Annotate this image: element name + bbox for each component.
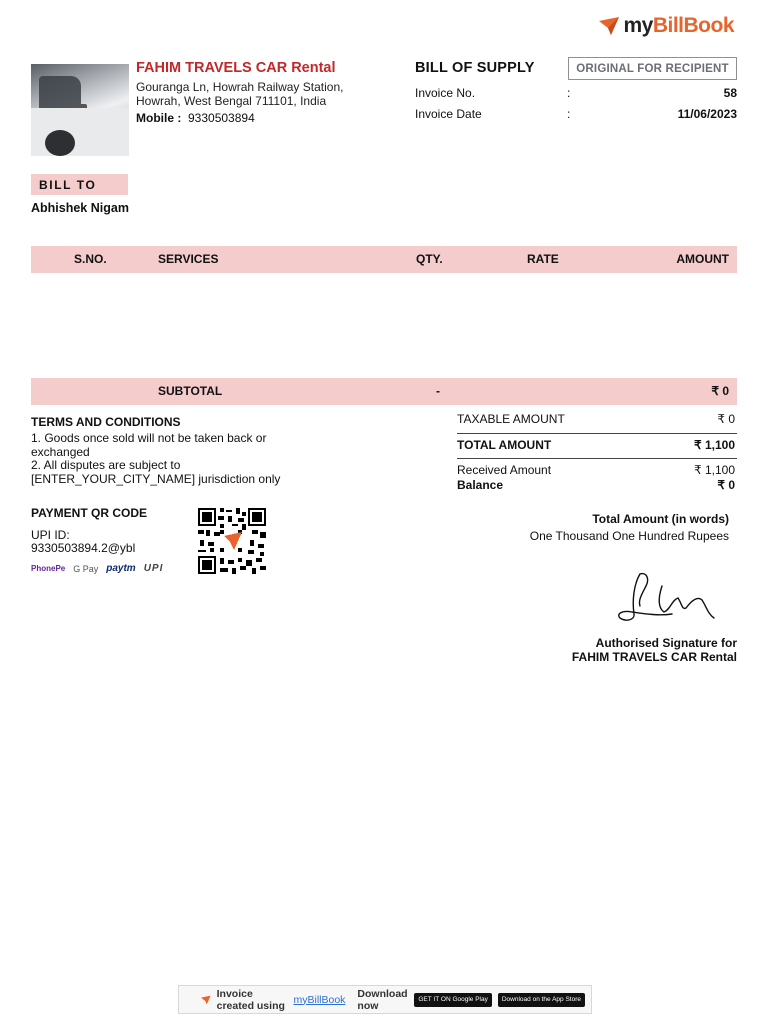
- subtotal-row: [31, 378, 737, 405]
- payment-qr-title: PAYMENT QR CODE: [31, 506, 148, 520]
- bill-to-label: BILL TO: [31, 174, 128, 195]
- company-address-line2: Howrah, West Bengal 711101, India: [136, 94, 327, 108]
- paper-plane-icon: [599, 16, 619, 36]
- invoice-date-row: [415, 107, 737, 121]
- received-amount-value: ₹ 1,100: [694, 463, 735, 477]
- invoice-number-row: [415, 86, 737, 100]
- received-amount-label: Received Amount: [457, 463, 552, 477]
- header-services: SERVICES: [158, 252, 219, 266]
- company-name: FAHIM TRAVELS CAR Rental: [136, 60, 336, 76]
- invoice-number-label: Invoice No.: [415, 86, 476, 100]
- mobile-label: Mobile :: [136, 111, 182, 125]
- terms-list: [31, 432, 301, 487]
- logo-text-billbook: BillBook: [652, 14, 734, 37]
- invoice-number-value: 58: [723, 86, 737, 100]
- amount-in-words-label: Total Amount (in words): [592, 512, 729, 526]
- google-play-badge[interactable]: GET IT ON Google Play: [414, 993, 491, 1007]
- total-amount-row: [457, 438, 737, 452]
- qr-code: [198, 508, 266, 574]
- subtotal-amount: ₹ 0: [711, 384, 729, 398]
- amount-in-words-value: One Thousand One Hundred Rupees: [529, 529, 729, 543]
- header-amount: AMOUNT: [676, 252, 729, 266]
- app-store-badge[interactable]: Download on the App Store: [498, 993, 585, 1007]
- terms-title: TERMS AND CONDITIONS: [31, 415, 181, 429]
- footer-brand-link[interactable]: myBillBook: [293, 993, 346, 1006]
- upi-id: 9330503894.2@ybl: [31, 541, 136, 555]
- authorised-signature-label: [572, 637, 737, 664]
- footer-banner[interactable]: [178, 985, 592, 1014]
- footer-download-text: Download now: [357, 987, 408, 1012]
- taxable-amount-label: TAXABLE AMOUNT: [457, 412, 565, 426]
- gpay-logo: G Pay: [73, 563, 99, 574]
- upi-logo: UPI: [143, 563, 164, 574]
- company-mobile: [136, 111, 255, 125]
- received-amount-row: [457, 463, 737, 477]
- upi-label: UPI ID:: [31, 528, 70, 542]
- signature-company: FAHIM TRAVELS CAR Rental: [571, 649, 737, 664]
- taxable-amount-value: ₹ 0: [717, 412, 735, 426]
- header-sno: S.NO.: [74, 252, 107, 266]
- total-amount-value: ₹ 1,100: [694, 438, 735, 452]
- balance-value: ₹ 0: [717, 478, 735, 492]
- payment-app-logos: [31, 563, 163, 574]
- signature-line1: Authorised Signature for: [595, 636, 737, 650]
- taxable-amount-row: [457, 412, 737, 426]
- invoice-date-value: 11/06/2023: [677, 107, 737, 121]
- company-photo: [31, 64, 129, 156]
- header-qty: QTY.: [416, 252, 443, 266]
- paytm-logo: paytm: [106, 563, 136, 574]
- phonepe-logo: PhonePe: [31, 564, 66, 573]
- divider: [457, 458, 737, 459]
- handwritten-signature: [612, 570, 722, 628]
- original-recipient-badge: ORIGINAL FOR RECIPIENT: [568, 57, 737, 80]
- paper-plane-icon: [201, 994, 211, 1006]
- header-rate: RATE: [527, 252, 559, 266]
- mybillbook-logo: [599, 14, 734, 38]
- invoice-date-label: Invoice Date: [415, 107, 482, 121]
- colon: :: [567, 86, 571, 100]
- footer-created-text: Invoice created using: [216, 987, 285, 1012]
- divider: [457, 433, 737, 434]
- terms-line: 2. All disputes are subject to [ENTER_YOUR_CITY_NAME] jurisdiction only: [31, 458, 281, 487]
- balance-label: Balance: [457, 478, 504, 492]
- subtotal-qty: -: [436, 384, 440, 398]
- colon: :: [567, 107, 571, 121]
- document-title: BILL OF SUPPLY: [415, 60, 535, 76]
- bill-to-name: Abhishek Nigam: [31, 201, 129, 215]
- company-address: [136, 80, 386, 108]
- logo-text-my: my: [623, 14, 653, 37]
- balance-row: [457, 478, 737, 492]
- mobile-number: 9330503894: [188, 111, 255, 125]
- total-amount-label: TOTAL AMOUNT: [457, 438, 552, 452]
- terms-line: 1. Goods once sold will not be taken back or exchanged: [31, 431, 267, 459]
- company-address-line1: Gouranga Ln, Howrah Railway Station,: [136, 80, 344, 94]
- subtotal-label: SUBTOTAL: [158, 384, 223, 398]
- items-table-header: [31, 246, 737, 273]
